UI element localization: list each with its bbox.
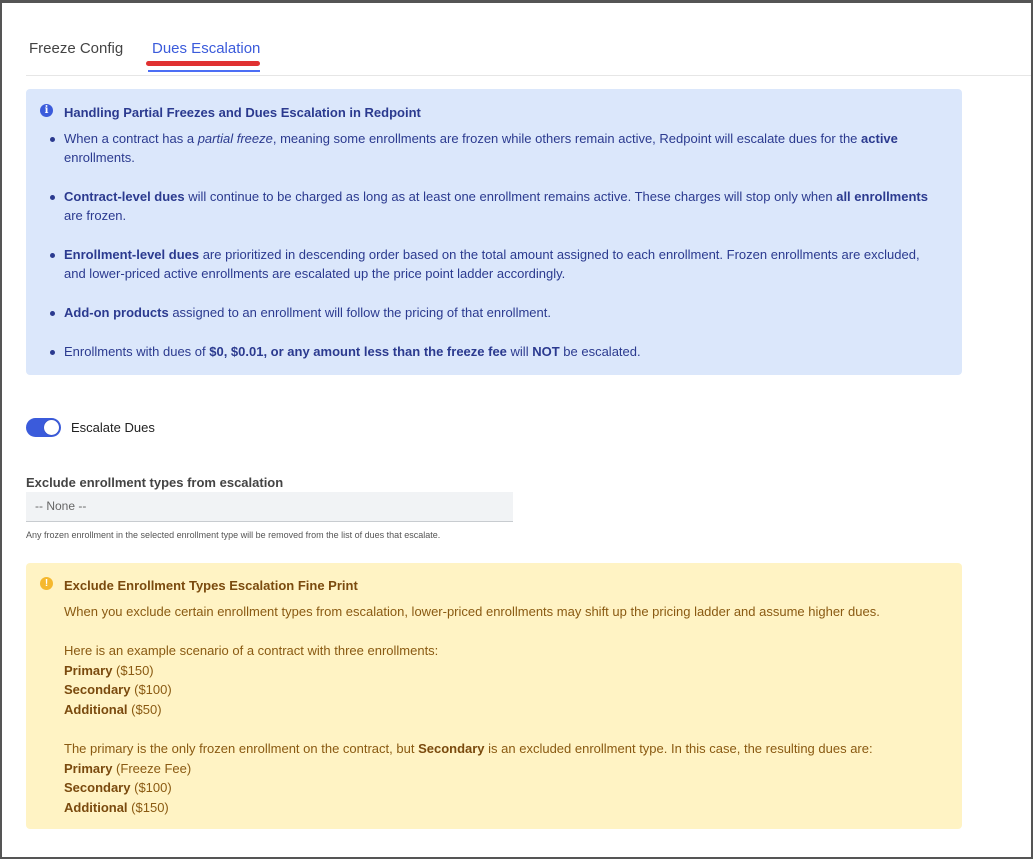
text-run: enrollments. [64,150,135,165]
italic-text: partial freeze [197,131,273,146]
text-run: will continue to be charged as long as at least one enrollment remains active. These charges will stop only when [184,189,837,204]
example-row [64,680,944,700]
enrollment-name: Secondary [64,780,131,796]
fine-print-title: Exclude Enrollment Types Escalation Fine Print [64,578,358,593]
enrollment-value: ($50) [131,701,162,717]
info-bullet [50,129,940,167]
tab-freeze-config[interactable]: Freeze Config [29,40,124,57]
text-run: will [506,344,533,359]
info-bullet [50,342,940,361]
text-run: are prioritized in descending order based on the total amount assigned to each enrollment. Frozen enrollments are excluded, and lower-priced active enrollments are escalated up the price point ladder accordingly. [64,247,920,281]
emphasis-text: active [861,131,898,146]
emphasis-text: all enrollments [836,189,928,204]
fine-print-intro: When you exclude certain enrollment types from escalation, lower-priced enrollments may shift up the pricing ladder and assume higher dues. [64,604,880,619]
emphasis-text: $0, $0.01, or any amount less than the freeze fee [209,344,507,359]
info-icon: i [40,104,53,117]
exclude-types-select[interactable]: -- None -- [26,492,513,522]
emphasis-text: NOT [532,344,560,359]
warning-icon: ! [40,577,53,590]
info-panel [26,89,962,375]
enrollment-value: ($100) [134,780,172,796]
active-tab-highlight [146,61,260,66]
info-bullet [50,303,940,322]
result-row [64,759,944,779]
text-run: is an excluded enrollment type. In this case, the resulting dues are: [484,741,873,757]
tab-dues-escalation[interactable]: Dues Escalation [152,40,261,57]
text-run: be escalated. [559,344,641,359]
emphasis-text: Enrollment-level dues [64,247,200,262]
enrollment-value: ($100) [134,682,172,698]
tab-bar [26,3,1031,76]
text-run: Enrollments with dues of [64,344,210,359]
enrollment-name: Secondary [64,682,131,698]
example-row [64,700,944,720]
example-intro: Here is an example scenario of a contract with three enrollments: [64,643,439,659]
text-run: The primary is the only frozen enrollment on the contract, but [64,741,419,757]
fine-print-panel [26,563,962,829]
exclude-types-helper: Any frozen enrollment in the selected enrollment type will be removed from the list of dues that escalate. [26,530,441,540]
enrollment-value: ($150) [116,662,154,678]
info-bullet [50,187,940,225]
result-row [64,778,944,798]
result-intro [64,739,944,759]
text-run: are frozen. [64,208,127,223]
text-run: assigned to an enrollment will follow the pricing of that enrollment. [168,305,551,320]
fine-print-body [64,602,944,818]
toggle-knob [44,420,59,435]
info-bullet-list [50,129,940,361]
emphasis-text: Contract-level dues [64,189,185,204]
example-row [64,661,944,681]
info-bullet [50,245,940,283]
escalate-dues-label: Escalate Dues [71,420,155,435]
enrollment-name: Primary [64,662,113,678]
enrollment-name: Additional [64,701,128,717]
exclude-types-label: Exclude enrollment types from escalation [26,475,284,490]
enrollment-value: ($150) [131,799,169,815]
result-row [64,798,944,818]
info-panel-title: Handling Partial Freezes and Dues Escalation in Redpoint [64,105,421,120]
active-tab-indicator [148,70,260,72]
enrollment-name: Primary [64,760,113,776]
escalate-dues-toggle[interactable] [26,418,61,437]
text-run: , meaning some enrollments are frozen while others remain active, Redpoint will escalate dues for the [272,131,862,146]
enrollment-name: Additional [64,799,128,815]
enrollment-value: (Freeze Fee) [116,760,192,776]
emphasis-text: Add-on products [64,305,169,320]
text-run: When a contract has a [64,131,198,146]
emphasis-text: Secondary [418,741,485,757]
